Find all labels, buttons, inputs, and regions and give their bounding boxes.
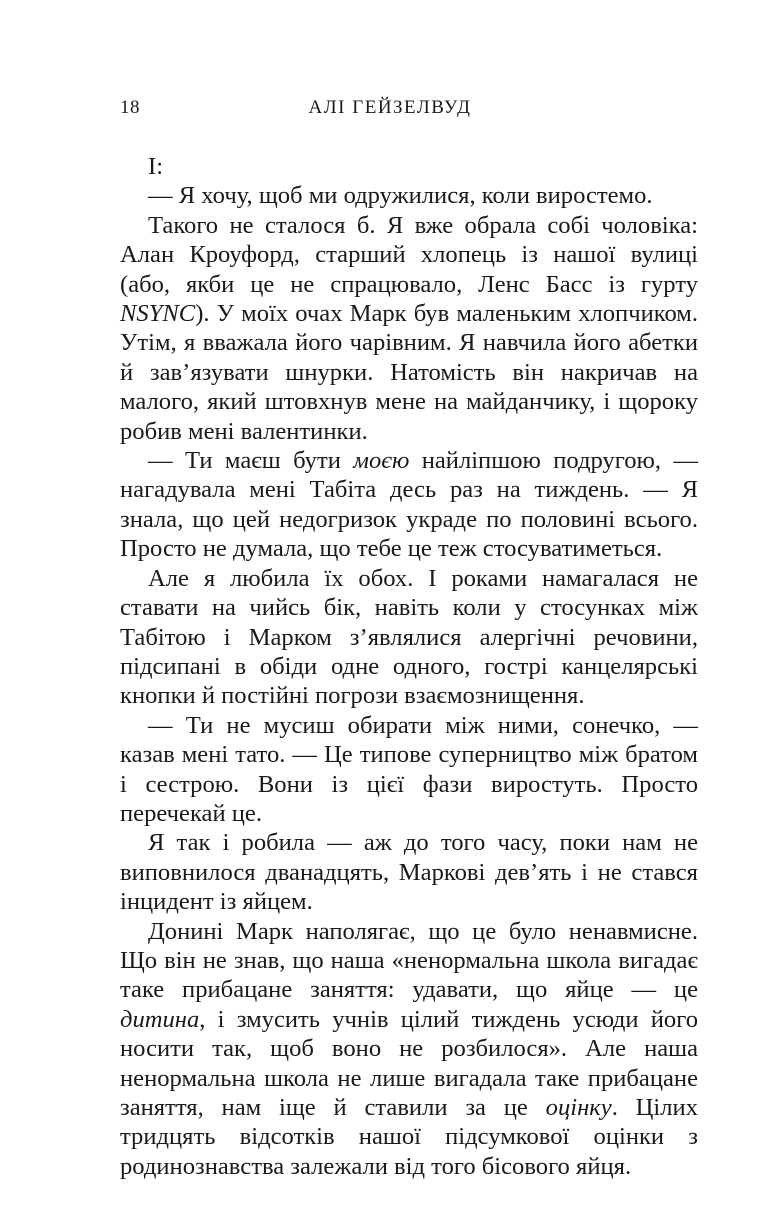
running-head (120, 97, 660, 127)
paragraph: Але я любила їх обох. І роками намагалася не ставати на чийсь бік, навіть коли у стосунках між Табітою і Марком з’являлися алергічні речовини, підсипані в обіди одне одного, гострі канцелярські кнопки й постійні погрози взаємознищення. (120, 564, 698, 710)
paragraph: — Ти маєш бути моєю найліпшою подругою, — нагадувала мені Табіта десь раз на тиждень. — Я знала, що цей недогризок украде по половині всього. Просто не думала, що тебе це теж стосуватиметься. (120, 447, 698, 563)
paragraph: — Я хочу, щоб ми одружилися, коли виростемо. (148, 182, 653, 210)
paragraph: Такого не сталося б. Я вже обрала собі чоловіка: Алан Кроуфорд, старший хлопець із нашої вулиці (або, якби це не спрацювало, Ленс Басс із гурту NSYNC). У моїх очах Марк був маленьким хлопчиком. Утім, я вважала його чарівним. Я навчила його абетки й зав’язувати шнурки. Натомість він накричав на малого, який штовхнув мене на майданчику, і щороку робив мені валентинки. (120, 211, 698, 445)
italic-text: оцінку (545, 1094, 612, 1121)
paragraph: Донині Марк наполягає, що це було ненавмисне. Що він не знав, що наша «ненормальна школа вигадає таке прибацане заняття: удавати, що яйце — це дитина, і змусить учнів цілий тиждень усюди його носити так, щоб воно не розбилося». Але наша ненормальна школа не лише вигадала таке прибацане заняття, нам іще й ставили за це оцінку. Цілих тридцять відсотків нашої підсумкової оцінки з родинознавства залежали від того бісового яйця. (120, 917, 698, 1180)
paragraph: Я так і робила — аж до того часу, поки нам не виповнилося дванадцять, Маркові дев’ять і не стався інцидент із яйцем. (120, 829, 698, 916)
italic-text: NSYNC (120, 300, 196, 328)
running-head-author: АЛІ ГЕЙЗЕЛВУД (308, 97, 472, 118)
italic-text: моєю (353, 447, 410, 475)
italic-text: дитина (120, 1005, 200, 1033)
paragraph: — Ти не мусиш обирати між ними, сонечко, — казав мені тато. — Це типове суперництво між братом і сестрою. Вони із цієї фази виростуть. Просто перечекай це. (120, 711, 698, 827)
page-number: 18 (120, 97, 140, 118)
body-text (120, 152, 698, 1181)
paragraph: І: (148, 153, 164, 180)
